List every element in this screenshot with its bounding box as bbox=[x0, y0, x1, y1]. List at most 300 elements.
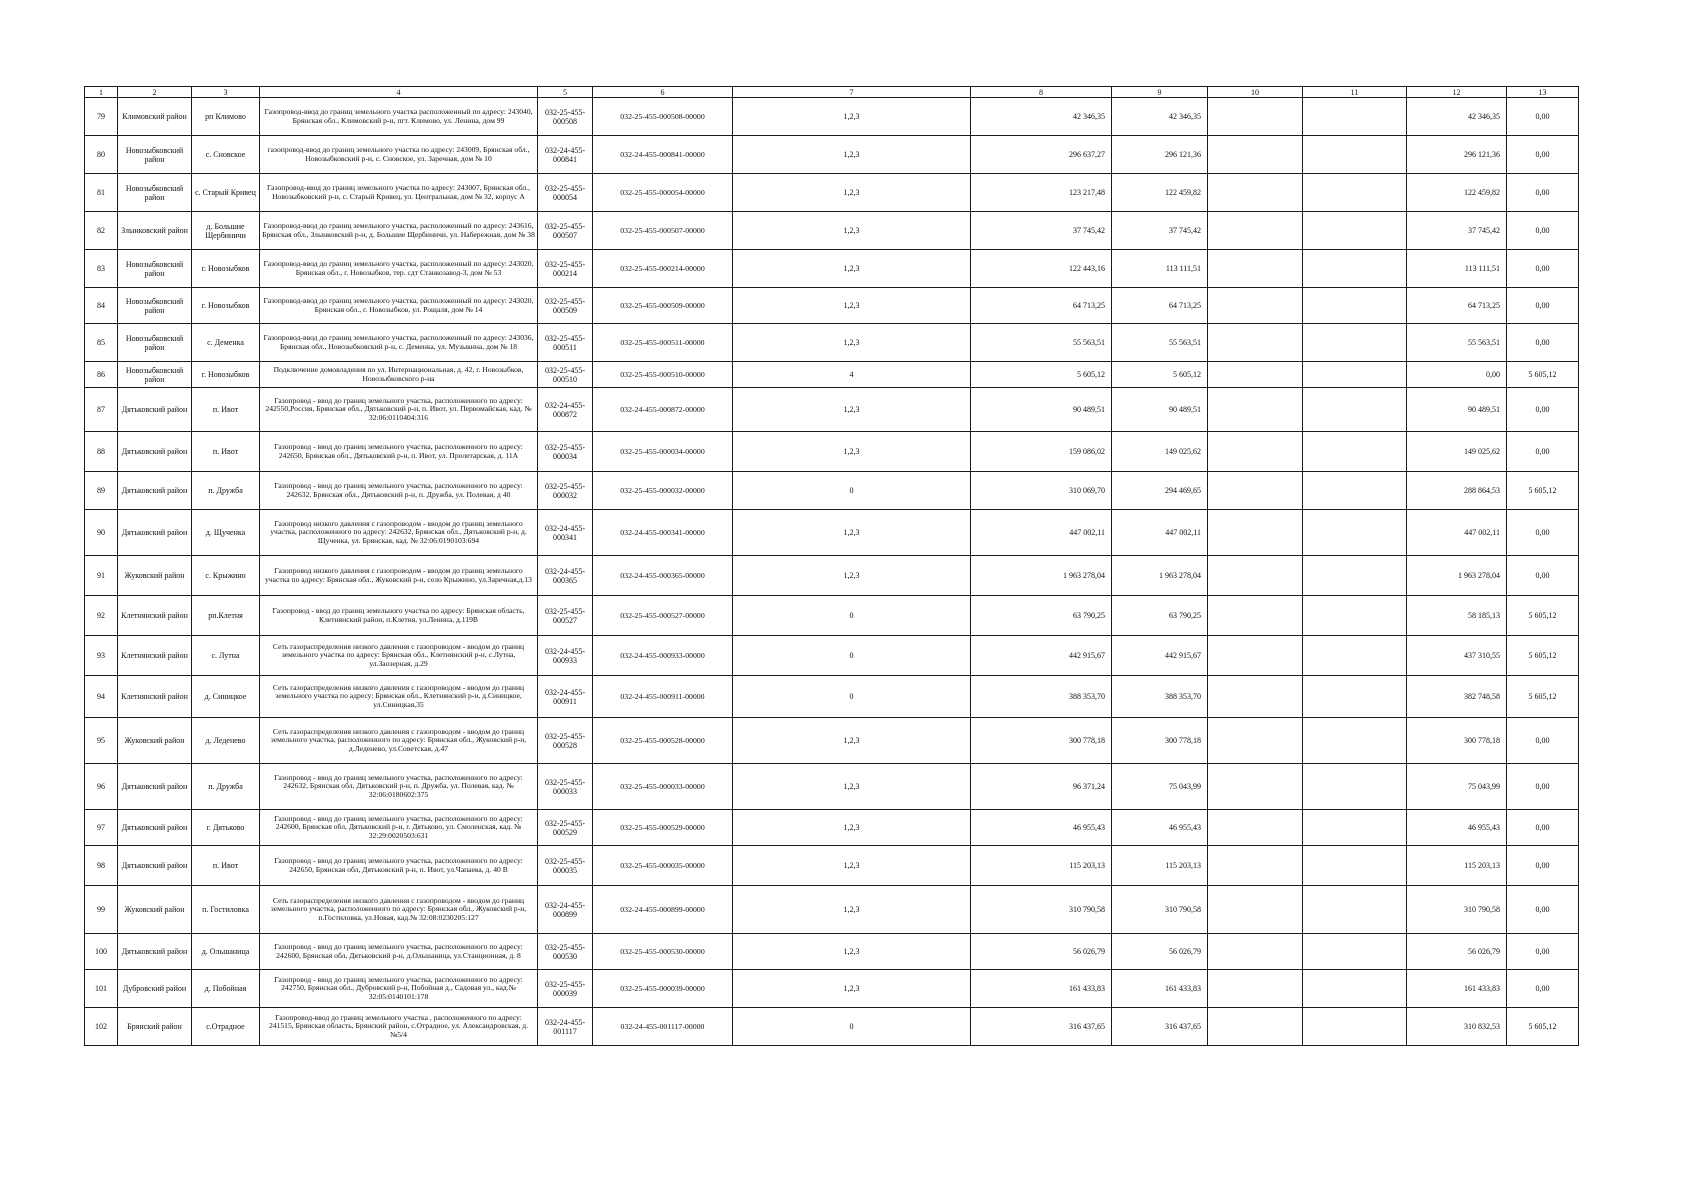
col10-cell bbox=[1208, 250, 1303, 288]
category-cell: 0 bbox=[733, 596, 971, 636]
cost-col13-cell: 5 605,12 bbox=[1507, 472, 1579, 510]
col11-cell bbox=[1303, 324, 1407, 362]
row-number: 89 bbox=[85, 472, 118, 510]
row-number: 87 bbox=[85, 388, 118, 432]
category-cell: 1,2,3 bbox=[733, 764, 971, 810]
category-cell: 1,2,3 bbox=[733, 288, 971, 324]
district-cell: Жуковский район bbox=[118, 556, 192, 596]
col10-cell bbox=[1208, 636, 1303, 676]
cost-col13-cell: 0,00 bbox=[1507, 886, 1579, 934]
col11-cell bbox=[1303, 886, 1407, 934]
district-cell: Новозыбковский район bbox=[118, 324, 192, 362]
cost-col9-cell: 56 026,79 bbox=[1112, 934, 1208, 970]
column-header: 4 bbox=[260, 87, 538, 98]
cost-col9-cell: 310 790,58 bbox=[1112, 886, 1208, 934]
cost-col13-cell: 0,00 bbox=[1507, 934, 1579, 970]
row-number: 81 bbox=[85, 174, 118, 212]
inventory-number-cell: 032-25-455-000034-00000 bbox=[593, 432, 733, 472]
object-description-cell: Газопровод - ввод до границ земельного участка, расположенного по адресу: 242650, Брянская обл, Дятьковский р-н, п. Ивот, ул.Чапаева, д. 40 В bbox=[260, 846, 538, 886]
col11-cell bbox=[1303, 174, 1407, 212]
col11-cell bbox=[1303, 718, 1407, 764]
cost-col9-cell: 37 745,42 bbox=[1112, 212, 1208, 250]
locality-cell: п. Ивот bbox=[192, 432, 260, 472]
cost-col9-cell: 115 203,13 bbox=[1112, 846, 1208, 886]
row-number: 100 bbox=[85, 934, 118, 970]
locality-cell: с. Старый Кривец bbox=[192, 174, 260, 212]
cost-col12-cell: 58 185,13 bbox=[1407, 596, 1507, 636]
cost-col8-cell: 5 605,12 bbox=[971, 362, 1112, 388]
cost-col12-cell: 288 864,53 bbox=[1407, 472, 1507, 510]
table-row bbox=[85, 886, 1579, 934]
locality-cell: с. Сновское bbox=[192, 136, 260, 174]
district-cell: Дятьковский район bbox=[118, 846, 192, 886]
col11-cell bbox=[1303, 846, 1407, 886]
locality-cell: д. Синицкое bbox=[192, 676, 260, 718]
locality-cell: д. Ольшаница bbox=[192, 934, 260, 970]
col11-cell bbox=[1303, 596, 1407, 636]
object-code-cell: 032-24-455-000341 bbox=[538, 510, 593, 556]
table-row bbox=[85, 718, 1579, 764]
cost-col13-cell: 0,00 bbox=[1507, 510, 1579, 556]
category-cell: 1,2,3 bbox=[733, 432, 971, 472]
cost-col13-cell: 0,00 bbox=[1507, 174, 1579, 212]
category-cell: 1,2,3 bbox=[733, 250, 971, 288]
object-code-cell: 032-25-455-000035 bbox=[538, 846, 593, 886]
object-code-cell: 032-25-455-000510 bbox=[538, 362, 593, 388]
cost-col12-cell: 55 563,51 bbox=[1407, 324, 1507, 362]
cost-col9-cell: 1 963 278,04 bbox=[1112, 556, 1208, 596]
object-code-cell: 032-25-455-000511 bbox=[538, 324, 593, 362]
cost-col13-cell: 5 605,12 bbox=[1507, 596, 1579, 636]
cost-col8-cell: 90 489,51 bbox=[971, 388, 1112, 432]
inventory-number-cell: 032-24-455-000872-00000 bbox=[593, 388, 733, 432]
cost-col8-cell: 447 002,11 bbox=[971, 510, 1112, 556]
cost-col9-cell: 149 025,62 bbox=[1112, 432, 1208, 472]
district-cell: Новозыбковский район bbox=[118, 362, 192, 388]
district-cell: Клетнянский район bbox=[118, 676, 192, 718]
district-cell: Жуковский район bbox=[118, 886, 192, 934]
col10-cell bbox=[1208, 324, 1303, 362]
row-number: 101 bbox=[85, 970, 118, 1008]
row-number: 92 bbox=[85, 596, 118, 636]
locality-cell: п. Дружба bbox=[192, 472, 260, 510]
cost-col9-cell: 296 121,36 bbox=[1112, 136, 1208, 174]
column-header: 5 bbox=[538, 87, 593, 98]
cost-col8-cell: 310 790,58 bbox=[971, 886, 1112, 934]
table-row bbox=[85, 472, 1579, 510]
table-row bbox=[85, 510, 1579, 556]
object-description-cell: Газопровод - ввод до границ земельного участка, расположенного по адресу: 242750, Брянская обл., Дубровский р-н, Побойная д., Садовая ул., кад.№ 32:05:0140101:178 bbox=[260, 970, 538, 1008]
cost-col8-cell: 96 371,24 bbox=[971, 764, 1112, 810]
object-code-cell: 032-25-455-000034 bbox=[538, 432, 593, 472]
inventory-number-cell: 032-25-455-000508-00000 bbox=[593, 98, 733, 136]
cost-col9-cell: 55 563,51 bbox=[1112, 324, 1208, 362]
locality-cell: г. Новозыбков bbox=[192, 362, 260, 388]
col10-cell bbox=[1208, 934, 1303, 970]
inventory-number-cell: 032-25-455-000530-00000 bbox=[593, 934, 733, 970]
category-cell: 1,2,3 bbox=[733, 136, 971, 174]
table-row bbox=[85, 388, 1579, 432]
column-header: 13 bbox=[1507, 87, 1579, 98]
inventory-number-cell: 032-24-455-000911-00000 bbox=[593, 676, 733, 718]
category-cell: 0 bbox=[733, 1008, 971, 1046]
cost-col13-cell: 0,00 bbox=[1507, 556, 1579, 596]
col11-cell bbox=[1303, 136, 1407, 174]
cost-col13-cell: 0,00 bbox=[1507, 324, 1579, 362]
district-cell: Новозыбковский район bbox=[118, 136, 192, 174]
object-description-cell: Газопровод-ввод до границ земельного участка, расположенный по адресу: 243616, Брянская обл., Злынковский р-н, д. Большие Щербиничи, ул. Набережная, дом № 38 bbox=[260, 212, 538, 250]
object-code-cell: 032-25-455-000527 bbox=[538, 596, 593, 636]
cost-col9-cell: 161 433,83 bbox=[1112, 970, 1208, 1008]
category-cell: 0 bbox=[733, 636, 971, 676]
inventory-number-cell: 032-24-455-000933-00000 bbox=[593, 636, 733, 676]
table-row bbox=[85, 676, 1579, 718]
cost-col8-cell: 316 437,65 bbox=[971, 1008, 1112, 1046]
locality-cell: д. Леденево bbox=[192, 718, 260, 764]
category-cell: 1,2,3 bbox=[733, 556, 971, 596]
table-row bbox=[85, 212, 1579, 250]
table-row bbox=[85, 98, 1579, 136]
cost-col12-cell: 90 489,51 bbox=[1407, 388, 1507, 432]
table-row bbox=[85, 636, 1579, 676]
column-header: 12 bbox=[1407, 87, 1507, 98]
cost-col13-cell: 0,00 bbox=[1507, 212, 1579, 250]
cost-col12-cell: 122 459,82 bbox=[1407, 174, 1507, 212]
category-cell: 1,2,3 bbox=[733, 510, 971, 556]
cost-col9-cell: 64 713,25 bbox=[1112, 288, 1208, 324]
table-row bbox=[85, 432, 1579, 472]
cost-col12-cell: 310 832,53 bbox=[1407, 1008, 1507, 1046]
cost-col12-cell: 149 025,62 bbox=[1407, 432, 1507, 472]
col10-cell bbox=[1208, 970, 1303, 1008]
district-cell: Жуковский район bbox=[118, 718, 192, 764]
inventory-number-cell: 032-25-455-000511-00000 bbox=[593, 324, 733, 362]
row-number: 93 bbox=[85, 636, 118, 676]
locality-cell: п. Ивот bbox=[192, 846, 260, 886]
object-code-cell: 032-24-455-000911 bbox=[538, 676, 593, 718]
district-cell: Новозыбковский район bbox=[118, 288, 192, 324]
table-row bbox=[85, 250, 1579, 288]
table-row bbox=[85, 362, 1579, 388]
object-description-cell: газопровод-ввод до границ земельного участка по адресу: 243009, Брянская обл., Новозыбковский р-н, с. Сновское, ул. Заречная, дом № 10 bbox=[260, 136, 538, 174]
row-number: 88 bbox=[85, 432, 118, 472]
object-code-cell: 032-25-455-000529 bbox=[538, 810, 593, 846]
inventory-number-cell: 032-25-455-000510-00000 bbox=[593, 362, 733, 388]
column-header: 2 bbox=[118, 87, 192, 98]
row-number: 95 bbox=[85, 718, 118, 764]
inventory-number-cell: 032-24-455-000899-00000 bbox=[593, 886, 733, 934]
table-row bbox=[85, 288, 1579, 324]
object-code-cell: 032-24-455-000933 bbox=[538, 636, 593, 676]
object-code-cell: 032-25-455-000039 bbox=[538, 970, 593, 1008]
locality-cell: д. Щученка bbox=[192, 510, 260, 556]
cost-col9-cell: 122 459,82 bbox=[1112, 174, 1208, 212]
object-description-cell: Сеть газораспределения низкого давления с газопроводом - вводом до границ земельного участка по адресу: Брянская обл., Клетнянский р-н, д.Синицкое, ул.Синицкая,35 bbox=[260, 676, 538, 718]
inventory-number-cell: 032-25-455-000529-00000 bbox=[593, 810, 733, 846]
district-cell: Брянский район bbox=[118, 1008, 192, 1046]
cost-col12-cell: 296 121,36 bbox=[1407, 136, 1507, 174]
row-number: 97 bbox=[85, 810, 118, 846]
cost-col8-cell: 115 203,13 bbox=[971, 846, 1112, 886]
column-header: 8 bbox=[971, 87, 1112, 98]
col11-cell bbox=[1303, 636, 1407, 676]
object-code-cell: 032-25-455-000528 bbox=[538, 718, 593, 764]
category-cell: 1,2,3 bbox=[733, 212, 971, 250]
col11-cell bbox=[1303, 388, 1407, 432]
col11-cell bbox=[1303, 970, 1407, 1008]
cost-col13-cell: 5 605,12 bbox=[1507, 1008, 1579, 1046]
cost-col8-cell: 310 069,70 bbox=[971, 472, 1112, 510]
col10-cell bbox=[1208, 362, 1303, 388]
object-code-cell: 032-25-455-000054 bbox=[538, 174, 593, 212]
district-cell: Дятьковский район bbox=[118, 764, 192, 810]
cost-col8-cell: 42 346,35 bbox=[971, 98, 1112, 136]
district-cell: Дятьковский район bbox=[118, 432, 192, 472]
cost-col8-cell: 442 915,67 bbox=[971, 636, 1112, 676]
row-number: 86 bbox=[85, 362, 118, 388]
object-code-cell: 032-24-455-000872 bbox=[538, 388, 593, 432]
cost-col8-cell: 161 433,83 bbox=[971, 970, 1112, 1008]
cost-col13-cell: 5 605,12 bbox=[1507, 636, 1579, 676]
object-description-cell: Сеть газораспределения низкого давления с газопроводом - вводом до границ земельного участка, расположенного по адресу: Брянская обл., Жуковский р-н, д.Леденево, ул.Советская, д.47 bbox=[260, 718, 538, 764]
column-header: 1 bbox=[85, 87, 118, 98]
cost-col12-cell: 0,00 bbox=[1407, 362, 1507, 388]
cost-col12-cell: 437 310,55 bbox=[1407, 636, 1507, 676]
district-cell: Новозыбковский район bbox=[118, 174, 192, 212]
cost-col13-cell: 0,00 bbox=[1507, 136, 1579, 174]
cost-col12-cell: 300 778,18 bbox=[1407, 718, 1507, 764]
object-description-cell: Сеть газораспределения низкого давления с газопроводом - вводом до границ земельного участка по адресу: Брянская обл., Клетнянский р-н, с.Лутна, ул.Заозерная, д.29 bbox=[260, 636, 538, 676]
object-description-cell: Газопровод-ввод до границ земельного участка, расположенный по адресу: 243020, Брянская обл., г. Новозыбков, тер. сдт Станкозавод-3, дом № 53 bbox=[260, 250, 538, 288]
col10-cell bbox=[1208, 886, 1303, 934]
object-description-cell: Газопровод-ввод до границ земельного участка расположенный по адресу: 243040, Брянская обл., Климовский р-н, пгт. Климово, ул. Ленина, дом 99 bbox=[260, 98, 538, 136]
inventory-number-cell: 032-25-455-000035-00000 bbox=[593, 846, 733, 886]
col11-cell bbox=[1303, 934, 1407, 970]
object-description-cell: Сеть газораспределения низкого давления с газопроводом - вводом до границ земельного участка, расположенного по адресу: Брянская обл., Жуковский р-н, п.Гостиловка, ул.Новая, кад.№ 32:08:0230205:127 bbox=[260, 886, 538, 934]
col10-cell bbox=[1208, 510, 1303, 556]
col11-cell bbox=[1303, 362, 1407, 388]
inventory-number-cell: 032-24-455-001117-00000 bbox=[593, 1008, 733, 1046]
col11-cell bbox=[1303, 510, 1407, 556]
cost-col9-cell: 46 955,43 bbox=[1112, 810, 1208, 846]
table-row bbox=[85, 136, 1579, 174]
locality-cell: г. Новозыбков bbox=[192, 288, 260, 324]
inventory-number-cell: 032-25-455-000033-00000 bbox=[593, 764, 733, 810]
object-code-cell: 032-25-455-000507 bbox=[538, 212, 593, 250]
cost-col8-cell: 1 963 278,04 bbox=[971, 556, 1112, 596]
cost-col12-cell: 382 748,58 bbox=[1407, 676, 1507, 718]
cost-col9-cell: 63 790,25 bbox=[1112, 596, 1208, 636]
locality-cell: п. Гостиловка bbox=[192, 886, 260, 934]
cost-col13-cell: 0,00 bbox=[1507, 432, 1579, 472]
col10-cell bbox=[1208, 1008, 1303, 1046]
category-cell: 1,2,3 bbox=[733, 934, 971, 970]
col10-cell bbox=[1208, 136, 1303, 174]
cost-col9-cell: 75 043,99 bbox=[1112, 764, 1208, 810]
column-header: 10 bbox=[1208, 87, 1303, 98]
object-code-cell: 032-25-455-000508 bbox=[538, 98, 593, 136]
col11-cell bbox=[1303, 288, 1407, 324]
column-header: 9 bbox=[1112, 87, 1208, 98]
cost-col9-cell: 442 915,67 bbox=[1112, 636, 1208, 676]
category-cell: 1,2,3 bbox=[733, 886, 971, 934]
table-row bbox=[85, 324, 1579, 362]
district-cell: Дятьковский район bbox=[118, 934, 192, 970]
cost-col8-cell: 122 443,16 bbox=[971, 250, 1112, 288]
table-row bbox=[85, 764, 1579, 810]
column-header: 6 bbox=[593, 87, 733, 98]
col10-cell bbox=[1208, 212, 1303, 250]
table-body bbox=[85, 87, 1579, 1046]
cost-col12-cell: 37 745,42 bbox=[1407, 212, 1507, 250]
cost-col13-cell: 5 605,12 bbox=[1507, 362, 1579, 388]
object-description-cell: Газопровод низкого давления с газопроводом - вводом до границ земельного участка, расположенного по адресу: 242632, Брянская обл., Дятьковский р-н, д. Щученка, ул. Брянская, кад. № 32:06:0190103:694 bbox=[260, 510, 538, 556]
object-code-cell: 032-24-455-000841 bbox=[538, 136, 593, 174]
cost-col12-cell: 42 346,35 bbox=[1407, 98, 1507, 136]
cost-col13-cell: 5 605,12 bbox=[1507, 676, 1579, 718]
object-code-cell: 032-24-455-001117 bbox=[538, 1008, 593, 1046]
locality-cell: с. Лутна bbox=[192, 636, 260, 676]
locality-cell: д. Большие Щербиничи bbox=[192, 212, 260, 250]
district-cell: Климовский район bbox=[118, 98, 192, 136]
col11-cell bbox=[1303, 1008, 1407, 1046]
table-row bbox=[85, 934, 1579, 970]
district-cell: Дятьковский район bbox=[118, 810, 192, 846]
cost-col9-cell: 300 778,18 bbox=[1112, 718, 1208, 764]
row-number: 80 bbox=[85, 136, 118, 174]
table-row bbox=[85, 810, 1579, 846]
category-cell: 1,2,3 bbox=[733, 324, 971, 362]
col11-cell bbox=[1303, 250, 1407, 288]
cost-col13-cell: 0,00 bbox=[1507, 764, 1579, 810]
object-code-cell: 032-25-455-000530 bbox=[538, 934, 593, 970]
locality-cell: с. Крыжино bbox=[192, 556, 260, 596]
district-cell: Дятьковский район bbox=[118, 388, 192, 432]
cost-col8-cell: 63 790,25 bbox=[971, 596, 1112, 636]
cost-col13-cell: 0,00 bbox=[1507, 250, 1579, 288]
category-cell: 1,2,3 bbox=[733, 718, 971, 764]
locality-cell: г. Новозыбков bbox=[192, 250, 260, 288]
object-description-cell: Газопровод - ввод до границ земельного участка, расположенного по адресу: 242550,Россия, Брянская обл., Дятьковский р-н, п. Ивот, ул. Первомайская, кад. № 32:06:0110404:316 bbox=[260, 388, 538, 432]
row-number: 94 bbox=[85, 676, 118, 718]
cost-col9-cell: 5 605,12 bbox=[1112, 362, 1208, 388]
cost-col12-cell: 75 043,99 bbox=[1407, 764, 1507, 810]
cost-col13-cell: 0,00 bbox=[1507, 98, 1579, 136]
col10-cell bbox=[1208, 718, 1303, 764]
object-description-cell: Газопровод - ввод до границ земельного участка, расположенного по адресу: 242600, Брянская обл, Дятьковский р-н, г. Дятьково, ул. Смоленская, кад. № 32:29:0020503:631 bbox=[260, 810, 538, 846]
category-cell: 0 bbox=[733, 676, 971, 718]
column-number-row bbox=[85, 87, 1579, 98]
col11-cell bbox=[1303, 472, 1407, 510]
object-description-cell: Газопровод - ввод до границ земельного участка, расположенного по адресу: 242600, Брянская обл, Дятьковский р-н, д.Ольшаница, ул.Станционная, д. 8 bbox=[260, 934, 538, 970]
cost-col8-cell: 56 026,79 bbox=[971, 934, 1112, 970]
col10-cell bbox=[1208, 810, 1303, 846]
column-header: 11 bbox=[1303, 87, 1407, 98]
object-description-cell: Газопровод - ввод до границ земельного участка, расположенного по адресу: 242650, Брянская обл., Дятьковский р-н, п. Ивот, ул. Пролетарская, д. 11А bbox=[260, 432, 538, 472]
object-code-cell: 032-25-455-000509 bbox=[538, 288, 593, 324]
cost-col13-cell: 0,00 bbox=[1507, 718, 1579, 764]
cost-col13-cell: 0,00 bbox=[1507, 810, 1579, 846]
district-cell: Дятьковский район bbox=[118, 510, 192, 556]
cost-col12-cell: 64 713,25 bbox=[1407, 288, 1507, 324]
locality-cell: п. Дружба bbox=[192, 764, 260, 810]
inventory-number-cell: 032-25-455-000032-00000 bbox=[593, 472, 733, 510]
district-cell: Дятьковский район bbox=[118, 472, 192, 510]
locality-cell: рп Климово bbox=[192, 98, 260, 136]
cost-col8-cell: 37 745,42 bbox=[971, 212, 1112, 250]
row-number: 91 bbox=[85, 556, 118, 596]
cost-col12-cell: 310 790,58 bbox=[1407, 886, 1507, 934]
table-row bbox=[85, 1008, 1579, 1046]
table-row bbox=[85, 174, 1579, 212]
cost-col13-cell: 0,00 bbox=[1507, 388, 1579, 432]
cost-col13-cell: 0,00 bbox=[1507, 970, 1579, 1008]
col10-cell bbox=[1208, 288, 1303, 324]
col11-cell bbox=[1303, 764, 1407, 810]
district-cell: Новозыбковский район bbox=[118, 250, 192, 288]
row-number: 102 bbox=[85, 1008, 118, 1046]
col10-cell bbox=[1208, 676, 1303, 718]
category-cell: 1,2,3 bbox=[733, 388, 971, 432]
col10-cell bbox=[1208, 846, 1303, 886]
object-code-cell: 032-24-455-000365 bbox=[538, 556, 593, 596]
cost-col12-cell: 447 002,11 bbox=[1407, 510, 1507, 556]
object-description-cell: Газопровод-ввод до границ земельного участка, расположенный по адресу: 243020, Брянская обл., г. Новозыбков, ул. Рощаля, дом № 14 bbox=[260, 288, 538, 324]
district-cell: Клетнянский район bbox=[118, 596, 192, 636]
cost-col9-cell: 447 002,11 bbox=[1112, 510, 1208, 556]
col11-cell bbox=[1303, 212, 1407, 250]
category-cell: 1,2,3 bbox=[733, 970, 971, 1008]
locality-cell: г. Дятьково bbox=[192, 810, 260, 846]
row-number: 79 bbox=[85, 98, 118, 136]
table-row bbox=[85, 846, 1579, 886]
category-cell: 1,2,3 bbox=[733, 810, 971, 846]
locality-cell: д. Побойная bbox=[192, 970, 260, 1008]
object-description-cell: Газопровод низкого давления с газопроводом - вводом до границ земельного участка по адресу: Брянская обл., Жуковский р-н, село Крыжино, ул.Заречная,д.13 bbox=[260, 556, 538, 596]
cost-col12-cell: 1 963 278,04 bbox=[1407, 556, 1507, 596]
locality-cell: с. Деменка bbox=[192, 324, 260, 362]
cost-col12-cell: 46 955,43 bbox=[1407, 810, 1507, 846]
row-number: 96 bbox=[85, 764, 118, 810]
category-cell: 1,2,3 bbox=[733, 98, 971, 136]
object-code-cell: 032-25-455-000032 bbox=[538, 472, 593, 510]
cost-col9-cell: 90 489,51 bbox=[1112, 388, 1208, 432]
locality-cell: рп.Клетня bbox=[192, 596, 260, 636]
cost-col8-cell: 388 353,70 bbox=[971, 676, 1112, 718]
cost-col12-cell: 56 026,79 bbox=[1407, 934, 1507, 970]
district-cell: Клетнянский район bbox=[118, 636, 192, 676]
row-number: 82 bbox=[85, 212, 118, 250]
object-description-cell: Газопровод-ввод до границ земельного участка , расположенного по адресу: 241515, Брянская область, Брянский район, с.Отрадное, ул. Александровская, д.№5/4 bbox=[260, 1008, 538, 1046]
object-description-cell: Подключение домовладения по ул. Интернациональная, д. 42, г. Новозыбков, Новозыбковского р-на bbox=[260, 362, 538, 388]
district-cell: Злынковский район bbox=[118, 212, 192, 250]
cost-col8-cell: 46 955,43 bbox=[971, 810, 1112, 846]
table-row bbox=[85, 970, 1579, 1008]
cost-col8-cell: 296 637,27 bbox=[971, 136, 1112, 174]
row-number: 98 bbox=[85, 846, 118, 886]
register-table bbox=[84, 86, 1579, 1046]
cost-col8-cell: 55 563,51 bbox=[971, 324, 1112, 362]
table-row bbox=[85, 556, 1579, 596]
inventory-number-cell: 032-25-455-000039-00000 bbox=[593, 970, 733, 1008]
table-row bbox=[85, 596, 1579, 636]
row-number: 99 bbox=[85, 886, 118, 934]
cost-col13-cell: 0,00 bbox=[1507, 846, 1579, 886]
cost-col12-cell: 113 111,51 bbox=[1407, 250, 1507, 288]
object-description-cell: Газопровод-ввод до границ земельного участка по адресу: 243007, Брянская обл., Новозыбковский р-н, с. Старый Кривец, ул. Центральная, дом № 32, корпус А bbox=[260, 174, 538, 212]
inventory-number-cell: 032-25-455-000054-00000 bbox=[593, 174, 733, 212]
cost-col8-cell: 123 217,48 bbox=[971, 174, 1112, 212]
